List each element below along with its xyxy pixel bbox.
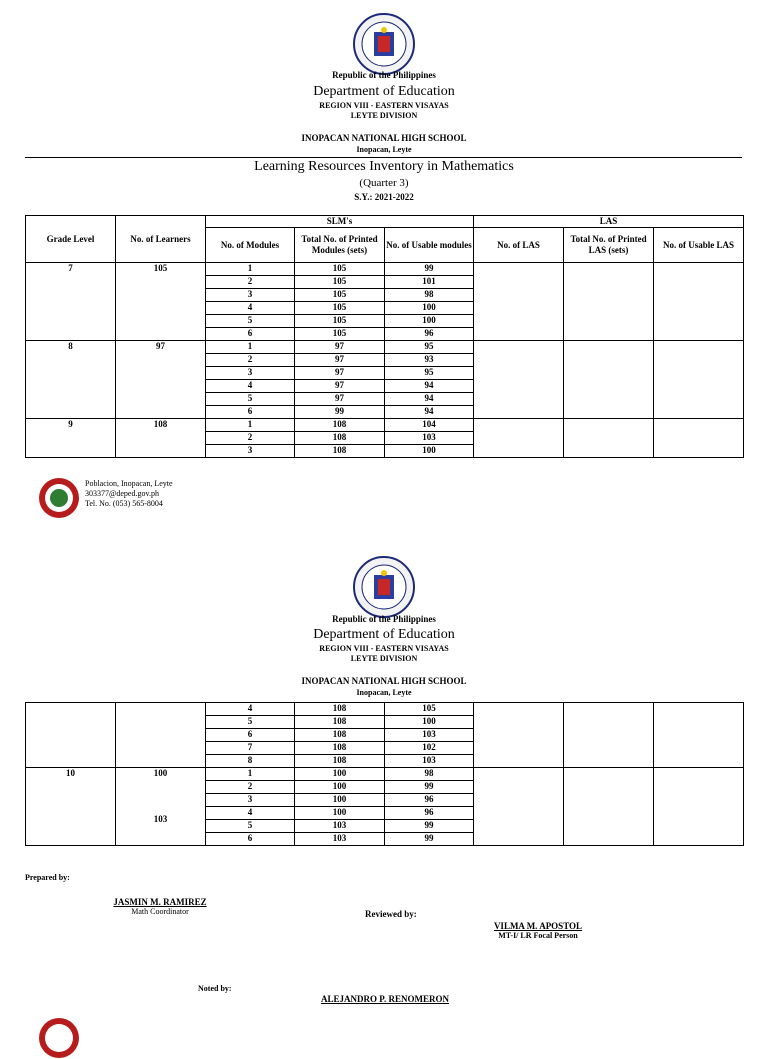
table-row xyxy=(26,263,744,276)
printed-modules-cell: 100 xyxy=(295,807,385,820)
module-number-cell: 3 xyxy=(206,289,295,302)
printed-modules-cell: 97 xyxy=(295,341,385,354)
module-number-cell: 1 xyxy=(206,419,295,432)
usable-modules-cell: 98 xyxy=(385,768,474,781)
table-row xyxy=(26,703,744,716)
usable-modules-cell: 99 xyxy=(385,820,474,833)
printed-modules-cell: 108 xyxy=(295,445,385,458)
deped-seal-icon xyxy=(352,12,416,76)
module-number-cell: 3 xyxy=(206,794,295,807)
module-number-cell: 3 xyxy=(206,367,295,380)
module-number-cell: 5 xyxy=(206,820,295,833)
module-number-cell: 2 xyxy=(206,781,295,794)
module-number-cell: 5 xyxy=(206,716,295,729)
module-number-cell: 4 xyxy=(206,703,295,716)
grade-level-cell: 10 xyxy=(26,768,116,846)
usable-modules-cell: 100 xyxy=(385,302,474,315)
modules-header: No. of Modules xyxy=(206,228,295,263)
learners-cell xyxy=(116,263,206,341)
inventory-table-continued xyxy=(25,702,744,846)
usable-modules-cell: 99 xyxy=(385,833,474,846)
republic-text: Republic of the Philippines xyxy=(332,70,436,80)
usable-modules-cell: 96 xyxy=(385,794,474,807)
usable-modules-cell: 100 xyxy=(385,315,474,328)
usable-modules-cell: 103 xyxy=(385,755,474,768)
printed-modules-cell: 105 xyxy=(295,276,385,289)
usable-modules-cell: 94 xyxy=(385,380,474,393)
table-row xyxy=(26,341,744,354)
printed-modules-cell: 97 xyxy=(295,380,385,393)
learners-cell xyxy=(116,341,206,419)
usable-modules-cell: 99 xyxy=(385,781,474,794)
usable-las-cell xyxy=(654,703,744,768)
usable-modules-cell: 94 xyxy=(385,393,474,406)
printed-modules-cell: 108 xyxy=(295,755,385,768)
printed-modules-cell: 97 xyxy=(295,393,385,406)
school-name: INOPACAN NATIONAL HIGH SCHOOL xyxy=(301,133,467,143)
module-number-cell: 2 xyxy=(206,276,295,289)
module-number-cell: 1 xyxy=(206,263,295,276)
region-text: REGION VIII - EASTERN VISAYAS xyxy=(319,644,449,653)
printed-las-cell xyxy=(564,263,654,341)
division-text: LEYTE DIVISION xyxy=(350,111,418,120)
usable-modules-cell: 99 xyxy=(385,263,474,276)
school-year-text: S.Y.: 2021-2022 xyxy=(354,192,414,202)
school-seal-icon xyxy=(38,1017,80,1059)
module-number-cell: 8 xyxy=(206,755,295,768)
printed-modules-cell: 99 xyxy=(295,406,385,419)
las-header: No. of LAS xyxy=(474,228,564,263)
module-number-cell: 2 xyxy=(206,432,295,445)
las-cell xyxy=(474,703,564,768)
usable-las-cell xyxy=(654,419,744,458)
module-number-cell: 3 xyxy=(206,445,295,458)
usable-modules-cell: 96 xyxy=(385,328,474,341)
inventory-table xyxy=(25,215,744,458)
module-number-cell: 1 xyxy=(206,341,295,354)
printed-modules-cell: 97 xyxy=(295,354,385,367)
las-cell xyxy=(474,419,564,458)
usable-modules-cell: 100 xyxy=(385,445,474,458)
module-number-cell: 6 xyxy=(206,328,295,341)
printed-modules-cell: 100 xyxy=(295,781,385,794)
school-name: INOPACAN NATIONAL HIGH SCHOOL xyxy=(301,676,467,686)
usable-modules-cell: 93 xyxy=(385,354,474,367)
module-number-cell: 5 xyxy=(206,315,295,328)
usable-modules-cell: 100 xyxy=(385,716,474,729)
learners-cell xyxy=(116,768,206,846)
grade-level-cell: 9 xyxy=(26,419,116,458)
usable-modules-cell: 105 xyxy=(385,703,474,716)
printed-modules-header: Total No. of Printed Modules (sets) xyxy=(295,228,385,263)
printed-las-cell xyxy=(564,341,654,419)
usable-modules-cell: 95 xyxy=(385,367,474,380)
department-title: Department of Education xyxy=(313,627,455,642)
grade-level-cell xyxy=(26,703,116,768)
republic-text: Republic of the Philippines xyxy=(332,614,436,624)
footer-tel: Tel. No. (053) 565-8004 xyxy=(85,499,163,508)
prepared-by-role: Math Coordinator xyxy=(131,907,189,916)
usable-modules-cell: 103 xyxy=(385,729,474,742)
printed-modules-cell: 103 xyxy=(295,820,385,833)
prepared-by-name: JASMIN M. RAMIREZ xyxy=(113,897,207,907)
las-group-header: LAS xyxy=(474,216,744,228)
grade-level-header: Grade Level xyxy=(26,216,116,263)
usable-modules-cell: 98 xyxy=(385,289,474,302)
module-number-cell: 1 xyxy=(206,768,295,781)
las-cell xyxy=(474,768,564,846)
usable-modules-cell: 104 xyxy=(385,419,474,432)
printed-modules-cell: 108 xyxy=(295,716,385,729)
learners-cell xyxy=(116,419,206,458)
printed-modules-cell: 105 xyxy=(295,263,385,276)
usable-modules-cell: 101 xyxy=(385,276,474,289)
printed-modules-cell: 108 xyxy=(295,742,385,755)
module-number-cell: 6 xyxy=(206,729,295,742)
usable-las-cell xyxy=(654,341,744,419)
las-cell xyxy=(474,341,564,419)
printed-las-cell xyxy=(564,768,654,846)
module-number-cell: 2 xyxy=(206,354,295,367)
reviewed-by-label: Reviewed by: xyxy=(365,909,417,919)
usable-modules-cell: 103 xyxy=(385,432,474,445)
table-row xyxy=(26,768,744,781)
region-text: REGION VIII - EASTERN VISAYAS xyxy=(319,101,449,110)
footer-address: Poblacion, Inopacan, Leyte xyxy=(85,479,173,488)
module-number-cell: 7 xyxy=(206,742,295,755)
printed-modules-cell: 108 xyxy=(295,432,385,445)
reviewed-by-role: MT-I/ LR Focal Person xyxy=(498,931,578,940)
usable-modules-cell: 94 xyxy=(385,406,474,419)
usable-las-cell xyxy=(654,263,744,341)
printed-modules-cell: 105 xyxy=(295,302,385,315)
learners-value: 108 xyxy=(153,419,168,429)
document-title: Learning Resources Inventory in Mathematics xyxy=(254,159,514,174)
learners-cell xyxy=(116,703,206,768)
prepared-by-label: Prepared by: xyxy=(25,873,70,882)
table-row xyxy=(26,419,744,432)
module-number-cell: 6 xyxy=(206,406,295,419)
usable-modules-header: No. of Usable modules xyxy=(385,228,474,263)
las-cell xyxy=(474,263,564,341)
noted-by-name: ALEJANDRO P. RENOMERON xyxy=(321,994,449,1004)
printed-modules-cell: 97 xyxy=(295,367,385,380)
printed-modules-cell: 108 xyxy=(295,703,385,716)
grade-level-cell: 7 xyxy=(26,263,116,341)
usable-las-cell xyxy=(654,768,744,846)
learners-value-2: 103 xyxy=(153,814,168,824)
reviewed-by-name: VILMA M. APOSTOL xyxy=(493,921,583,931)
learners-value: 100 xyxy=(153,768,168,778)
division-text: LEYTE DIVISION xyxy=(350,654,418,663)
printed-las-cell xyxy=(564,703,654,768)
learners-value: 105 xyxy=(153,263,168,273)
module-number-cell: 4 xyxy=(206,302,295,315)
module-number-cell: 4 xyxy=(206,380,295,393)
printed-modules-cell: 108 xyxy=(295,419,385,432)
printed-modules-cell: 108 xyxy=(295,729,385,742)
printed-modules-cell: 100 xyxy=(295,768,385,781)
usable-modules-cell: 95 xyxy=(385,341,474,354)
printed-modules-cell: 105 xyxy=(295,289,385,302)
school-seal-icon xyxy=(38,477,80,519)
deped-seal-icon xyxy=(352,555,416,619)
module-number-cell: 6 xyxy=(206,833,295,846)
printed-las-header: Total No. of Printed LAS (sets) xyxy=(564,228,654,263)
school-location: Inopacan, Leyte xyxy=(356,145,412,154)
usable-modules-cell: 102 xyxy=(385,742,474,755)
printed-modules-cell: 105 xyxy=(295,315,385,328)
printed-las-cell xyxy=(564,419,654,458)
printed-modules-cell: 105 xyxy=(295,328,385,341)
grade-level-cell: 8 xyxy=(26,341,116,419)
usable-modules-cell: 96 xyxy=(385,807,474,820)
slm-group-header: SLM's xyxy=(206,216,474,228)
footer-email: 303377@deped.gov.ph xyxy=(85,489,159,498)
learners-value: 97 xyxy=(156,341,165,351)
department-title: Department of Education xyxy=(313,84,455,99)
printed-modules-cell: 100 xyxy=(295,794,385,807)
printed-modules-cell: 103 xyxy=(295,833,385,846)
divider xyxy=(25,157,742,158)
quarter-text: (Quarter 3) xyxy=(359,177,409,189)
module-number-cell: 5 xyxy=(206,393,295,406)
usable-las-header: No. of Usable LAS xyxy=(654,228,744,263)
school-location: Inopacan, Leyte xyxy=(356,688,412,697)
module-number-cell: 4 xyxy=(206,807,295,820)
learners-header: No. of Learners xyxy=(116,216,206,263)
noted-by-label: Noted by: xyxy=(198,984,232,993)
